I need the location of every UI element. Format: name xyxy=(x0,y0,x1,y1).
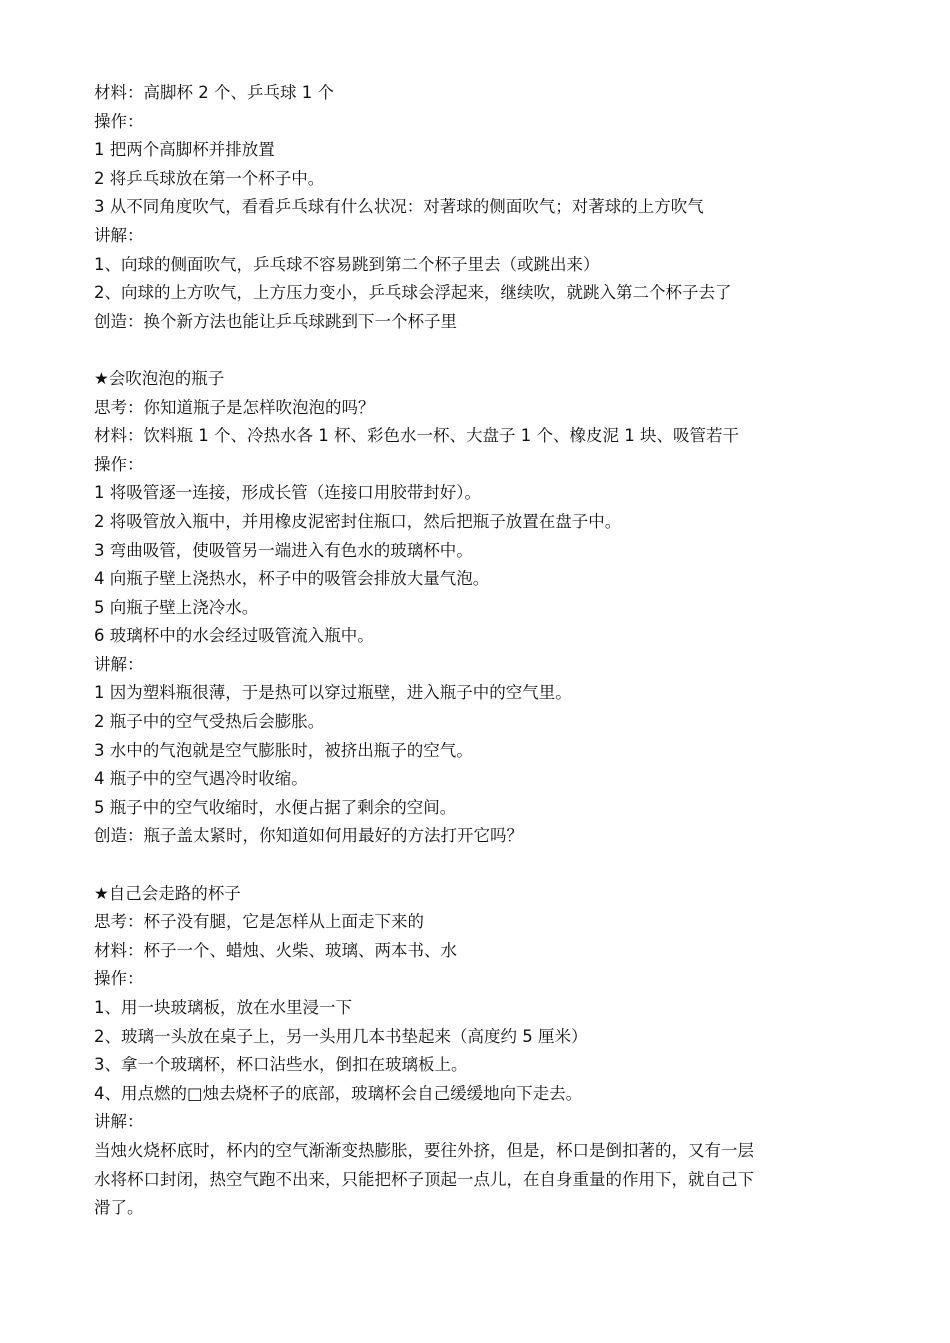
explanation-paragraph-line: 水将杯口封闭，热空气跑不出来，只能把杯子顶起一点儿，在自身重量的作用下，就自己下 xyxy=(94,1169,754,1189)
step-line: 5 向瓶子壁上浇冷水。 xyxy=(94,597,259,617)
step-line: 2、玻璃一头放在桌子上，另一头用几本书垫起来（高度约 5 厘米） xyxy=(94,1026,588,1046)
materials-line: 材料：高脚杯 2 个、乒乓球 1 个 xyxy=(94,83,334,102)
step-line: 3、拿一个玻璃杯，杯口沾些水，倒扣在玻璃板上。 xyxy=(94,1055,468,1075)
step-line: 3 从不同角度吹气，看看乒乓球有什么状况：对著球的侧面吹气；对著球的上方吹气 xyxy=(94,197,704,217)
operation-heading: 操作： xyxy=(94,969,144,989)
step-line: 1 将吸管逐一连接，形成长管（连接口用胶带封好）。 xyxy=(94,483,481,503)
explanation-paragraph-line: 当烛火烧杯底时，杯内的空气渐渐变热膨胀，要往外挤，但是，杯口是倒扣著的，又有一层 xyxy=(94,1140,754,1160)
explanation-line: 2、向球的上方吹气，上方压力变小，乒乓球会浮起来，继续吹，就跳入第二个杯子去了 xyxy=(94,283,732,303)
operation-heading: 操作： xyxy=(94,111,144,131)
step-line: 6 玻璃杯中的水会经过吸管流入瓶中。 xyxy=(94,626,374,646)
creation-line: 创造：换个新方法也能让乒乓球跳到下一个杯子里 xyxy=(94,311,457,331)
step-line: 1、用一块玻璃板，放在水里浸一下 xyxy=(94,998,352,1017)
explanation-heading: 讲解： xyxy=(94,654,144,674)
explanation-heading: 讲解： xyxy=(94,225,144,245)
step-line: 4 向瓶子壁上浇热水，杯子中的吸管会排放大量气泡。 xyxy=(94,569,490,589)
step-line: 2 将乒乓球放在第一个杯子中。 xyxy=(94,168,325,188)
step-line: 2 将吸管放入瓶中，并用橡皮泥密封住瓶口，然后把瓶子放置在盘子中。 xyxy=(94,511,622,531)
operation-heading: 操作： xyxy=(94,454,144,474)
explanation-line: 5 瓶子中的空气收缩时，水便占据了剩余的空间。 xyxy=(94,797,457,817)
section-ping-pong xyxy=(94,79,874,336)
section-walking-cup xyxy=(94,880,874,1223)
section-title: ★会吹泡泡的瓶子 xyxy=(94,368,225,388)
explanation-line: 3 水中的气泡就是空气膨胀时，被挤出瓶子的空气。 xyxy=(94,740,473,760)
step-line: 1 把两个高脚杯并排放置 xyxy=(94,140,275,160)
section-title: ★自己会走路的杯子 xyxy=(94,883,241,903)
section-spacer xyxy=(94,851,874,880)
step-line: 4、用点燃的□烛去烧杯子的底部，玻璃杯会自己缓缓地向下走去。 xyxy=(94,1083,583,1103)
creation-line: 创造：瓶子盖太紧时，你知道如何用最好的方法打开它吗？ xyxy=(94,826,523,846)
section-spacer xyxy=(94,336,874,365)
explanation-line: 2 瓶子中的空气受热后会膨胀。 xyxy=(94,712,325,732)
section-bubble-bottle xyxy=(94,365,874,851)
explanation-line: 4 瓶子中的空气遇冷时收缩。 xyxy=(94,769,308,789)
step-line: 3 弯曲吸管，使吸管另一端进入有色水的玻璃杯中。 xyxy=(94,540,473,560)
thinking-line: 思考：杯子没有腿，它是怎样从上面走下来的 xyxy=(94,912,424,932)
explanation-paragraph-line: 滑了。 xyxy=(94,1198,144,1218)
explanation-line: 1、向球的侧面吹气，乒乓球不容易跳到第二个杯子里去（或跳出来） xyxy=(94,254,600,274)
thinking-line: 思考：你知道瓶子是怎样吹泡泡的吗？ xyxy=(94,397,375,417)
explanation-line: 1 因为塑料瓶很薄，于是热可以穿过瓶壁，进入瓶子中的空气里。 xyxy=(94,683,572,703)
explanation-heading: 讲解： xyxy=(94,1112,144,1132)
materials-line: 材料：杯子一个、蜡烛、火柴、玻璃、两本书、水 xyxy=(94,940,457,960)
materials-line: 材料：饮料瓶 1 个、冷热水各 1 杯、彩色水一杯、大盘子 1 个、橡皮泥 1 块、吸管若干 xyxy=(94,426,739,446)
document-page xyxy=(94,79,874,1223)
